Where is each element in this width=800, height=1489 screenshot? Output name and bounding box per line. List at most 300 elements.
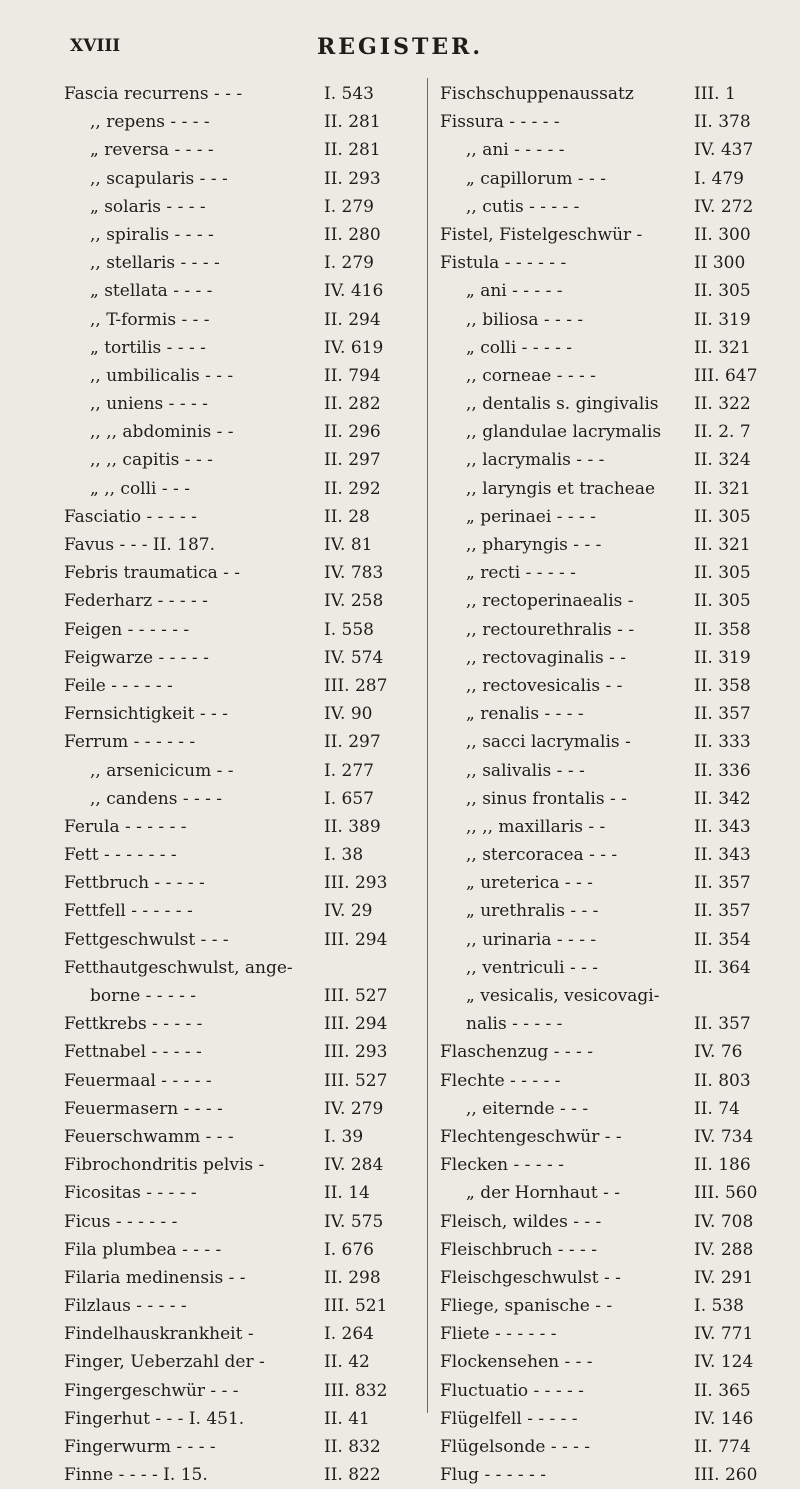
entry-term: ,, rectourethralis - - [466,619,635,640]
index-entry [64,700,412,728]
entry-reference: II. 321 [694,337,751,358]
entry-term: ,, spiralis - - - - [90,224,214,245]
entry-reference: IV. 146 [694,1408,754,1429]
index-entry [64,785,412,813]
index-entry [64,728,412,756]
index-entry [440,1123,788,1151]
entry-term: Fetthautgeschwulst, ange- [64,957,293,978]
entry-reference: II. 803 [694,1070,751,1091]
entry-reference: I. 279 [324,253,374,274]
index-entry [64,277,412,305]
entry-reference: IV. 708 [694,1211,754,1232]
index-entry [64,446,412,474]
entry-reference: IV. 291 [694,1267,754,1288]
entry-reference: II. 28 [324,506,370,527]
entry-term: Fleischbruch - - - - [440,1239,597,1260]
index-entry [440,841,788,869]
index-entry [440,221,788,249]
entry-term: „ der Hornhaut - - [466,1183,620,1204]
entry-term: Fernsichtigkeit - - - [64,704,228,725]
index-entry [440,136,788,164]
entry-reference: II. 365 [694,1380,751,1401]
entry-reference: II. 305 [694,563,751,584]
left-index-column [64,80,412,1489]
column-divider [427,78,428,1413]
entry-reference: II. 305 [694,591,751,612]
index-entry [440,869,788,897]
index-entry [440,954,788,982]
index-entry [64,390,412,418]
index-entry [64,1236,412,1264]
entry-reference: IV. 619 [324,337,384,358]
entry-term: ,, biliosa - - - - [466,309,584,330]
entry-reference: II. 280 [324,224,381,245]
entry-reference: II. 297 [324,732,381,753]
entry-term: Feuermaal - - - - - [64,1070,212,1091]
entry-term: Fliete - - - - - - [440,1324,557,1345]
entry-reference: IV. 279 [324,1098,384,1119]
index-entry [64,165,412,193]
index-entry [440,277,788,305]
entry-term: Fissura - - - - - [440,112,560,133]
entry-reference: II. 357 [694,1014,751,1035]
index-entry [440,728,788,756]
index-entry [64,136,412,164]
index-entry [64,672,412,700]
entry-term: ,, salivalis - - - [466,760,585,781]
entry-reference: I. 264 [324,1324,374,1345]
entry-term: Fleischgeschwulst - - [440,1267,621,1288]
entry-term: ,, cutis - - - - - [466,196,580,217]
entry-term: Fliege, spanische - - [440,1296,613,1317]
index-entry [440,897,788,925]
entry-term: Flecken - - - - - [440,1155,564,1176]
entry-reference: IV. 783 [324,563,384,584]
index-entry [64,1292,412,1320]
entry-term: ,, stellaris - - - - [90,253,220,274]
entry-term: Fettgeschwulst - - - [64,929,229,950]
index-entry [440,531,788,559]
entry-reference: II. 42 [324,1352,370,1373]
index-entry [440,1236,788,1264]
entry-term: Flügelfell - - - - - [440,1408,578,1429]
entry-term: ,, ,, maxillaris - - [466,816,606,837]
entry-term: ,, urinaria - - - - [466,929,597,950]
entry-term: ,, dentalis s. gingivalis [466,394,659,415]
entry-reference: II. 378 [694,112,751,133]
entry-term: ,, eiternde - - - [466,1098,589,1119]
entry-term: ,, corneae - - - - [466,365,596,386]
entry-term: ,, sinus frontalis - - [466,788,627,809]
index-entry [64,644,412,672]
index-entry [64,362,412,390]
entry-reference: III. 527 [324,1070,388,1091]
entry-term: Fascia recurrens - - - [64,84,243,104]
entry-reference: II. 305 [694,281,751,302]
index-entry [64,1151,412,1179]
index-entry [440,306,788,334]
entry-reference: II. 358 [694,619,751,640]
entry-term: Fluctuatio - - - - - [440,1380,584,1401]
index-entry [440,672,788,700]
entry-term: ,, scapularis - - - [90,168,228,189]
entry-term: Ficus - - - - - - [64,1211,178,1232]
index-entry [64,1038,412,1066]
entry-term: „ renalis - - - - [466,704,584,725]
entry-reference: III. 647 [694,365,758,386]
entry-reference: I. 538 [694,1296,744,1317]
entry-reference: III. 560 [694,1183,758,1204]
index-entry [64,306,412,334]
index-entry [64,221,412,249]
entry-term: ,, rectovaginalis - - [466,647,627,668]
entry-reference: II. 281 [324,140,381,161]
entry-reference: II 300 [694,253,746,274]
entry-reference: II. 342 [694,788,751,809]
entry-reference: IV. 284 [324,1155,384,1176]
entry-term: Feigwarze - - - - - [64,647,209,668]
entry-term: ,, repens - - - - [90,112,210,133]
entry-reference: II. 822 [324,1465,381,1486]
entry-term: Fibrochondritis pelvis - [64,1155,265,1176]
index-entry [440,1208,788,1236]
entry-reference: IV. 76 [694,1042,743,1063]
index-entry [440,926,788,954]
index-entry [440,587,788,615]
index-entry [64,841,412,869]
entry-reference: II. 364 [694,957,751,978]
entry-reference: IV. 29 [324,901,373,922]
entry-reference: II. 298 [324,1267,381,1288]
entry-term: „ tortilis - - - - [90,337,206,358]
index-entry [440,559,788,587]
index-entry [64,1067,412,1095]
entry-term: Fistel, Fistelgeschwür - [440,224,643,245]
index-entry [440,1038,788,1066]
entry-term: Fingerwurm - - - - [64,1437,216,1457]
entry-reference: II. 292 [324,478,381,499]
index-entry [440,700,788,728]
index-entry [64,1010,412,1038]
entry-reference: III. 521 [324,1296,388,1317]
entry-reference: II. 281 [324,112,381,133]
entry-reference: III. 293 [324,873,388,894]
entry-term: Flechte - - - - - [440,1070,561,1091]
index-entry [440,616,788,644]
page-title: REGISTER. [316,34,484,60]
index-entry [440,1264,788,1292]
entry-term: Fettnabel - - - - - [64,1042,202,1063]
entry-term: Feigen - - - - - - [64,619,190,640]
index-entry [440,1348,788,1376]
entry-reference: II. 294 [324,309,381,330]
entry-reference: II. 319 [694,309,751,330]
index-entry [64,982,412,1010]
index-entry [64,1348,412,1376]
entry-reference: I. 543 [324,84,374,104]
entry-reference: II. 296 [324,422,381,443]
entry-reference: III. 293 [324,1042,388,1063]
entry-term: Ficositas - - - - - [64,1183,197,1204]
index-entry [440,80,788,108]
entry-term: Febris traumatica - - [64,563,241,584]
entry-reference: III. 260 [694,1465,758,1486]
index-entry [440,334,788,362]
entry-term: Fettfell - - - - - - [64,901,193,922]
index-entry [440,108,788,136]
index-entry [440,785,788,813]
entry-term: „ recti - - - - - [466,563,576,584]
index-entry [64,475,412,503]
entry-reference: II. 774 [694,1437,751,1457]
entry-reference: I. 38 [324,845,364,866]
entry-reference: III. 832 [324,1380,388,1401]
entry-term: ,, ventriculi - - - [466,957,599,978]
index-entry [64,897,412,925]
entry-term: ,, rectovesicalis - - [466,675,623,696]
entry-reference: II. 186 [694,1155,751,1176]
entry-reference: IV. 574 [324,647,384,668]
entry-term: borne - - - - - [90,986,196,1006]
entry-term: Fasciatio - - - - - [64,506,197,527]
index-entry [64,587,412,615]
entry-term: „ perinaei - - - - [466,506,596,527]
entry-reference: II. 2. 7 [694,422,751,443]
index-entry [440,757,788,785]
entry-term: Fettkrebs - - - - - [64,1014,203,1035]
entry-term: Feuerschwamm - - - [64,1126,234,1147]
index-entry [64,503,412,531]
index-entry [440,1405,788,1433]
entry-reference: IV. 416 [324,281,384,302]
index-entry [64,813,412,841]
entry-reference: I. 558 [324,619,374,640]
index-entry [64,531,412,559]
entry-reference: I. 657 [324,788,374,809]
entry-reference: II. 333 [694,732,751,753]
entry-reference: II. 324 [694,450,751,471]
entry-term: ,, rectoperinaealis - [466,591,634,612]
entry-reference: III. 287 [324,675,388,696]
index-entry [440,362,788,390]
index-entry [64,954,412,982]
entry-term: ,, laryngis et tracheae [466,478,656,499]
index-entry [440,446,788,474]
index-entry [440,644,788,672]
index-entry [440,249,788,277]
entry-term: Fistula - - - - - - [440,253,567,274]
index-entry [440,1320,788,1348]
entry-reference: II. 41 [324,1408,370,1429]
index-entry [64,334,412,362]
entry-term: Fett - - - - - - - [64,845,177,866]
index-entry [440,1377,788,1405]
entry-term: „ colli - - - - - [466,337,573,358]
entry-reference: I. 279 [324,196,374,217]
index-entry [440,1151,788,1179]
entry-term: „ urethralis - - - [466,901,599,922]
entry-term: Federharz - - - - - [64,591,208,612]
index-entry [440,1433,788,1461]
entry-reference: IV. 258 [324,591,384,612]
entry-term: Feuermasern - - - - [64,1098,223,1119]
entry-term: Finger, Ueberzahl der - [64,1352,265,1373]
entry-term: nalis - - - - - [466,1014,563,1035]
entry-reference: II. 293 [324,168,381,189]
entry-term: Finne - - - - I. 15. [64,1465,208,1486]
index-entry [64,1405,412,1433]
page-number: XVIII [70,36,121,56]
entry-term: ,, candens - - - - [90,788,223,809]
entry-term: ,, lacrymalis - - - [466,450,605,471]
entry-reference: II. 336 [694,760,751,781]
entry-term: ,, umbilicalis - - - [90,365,234,386]
index-entry [440,475,788,503]
entry-term: „ ,, colli - - - [90,478,190,499]
entry-term: ,, ani - - - - - [466,140,565,161]
entry-term: Filzlaus - - - - - [64,1296,187,1317]
index-entry [64,1179,412,1207]
entry-reference: II. 358 [694,675,751,696]
entry-reference: II. 357 [694,873,751,894]
entry-term: Flaschenzug - - - - [440,1042,593,1063]
index-entry [64,80,412,108]
entry-term: Fleisch, wildes - - - [440,1211,602,1232]
entry-term: ,, T-formis - - - [90,309,210,330]
entry-term: Ferula - - - - - - [64,816,187,837]
index-entry [64,418,412,446]
entry-reference: II. 14 [324,1183,370,1204]
entry-term: „ capillorum - - - [466,168,606,189]
index-entry [64,1264,412,1292]
index-entry [440,1179,788,1207]
entry-reference: IV. 734 [694,1126,754,1147]
index-entry [440,1461,788,1489]
entry-term: Fettbruch - - - - - [64,873,205,894]
entry-reference: III. 527 [324,986,388,1006]
entry-term: „ reversa - - - - [90,140,214,161]
index-entry [64,616,412,644]
entry-term: Fila plumbea - - - - [64,1239,222,1260]
index-entry [440,165,788,193]
index-entry [440,1095,788,1123]
entry-term: Flockensehen - - - [440,1352,593,1373]
index-entry [440,1292,788,1320]
entry-term: „ stellata - - - - [90,281,213,302]
entry-reference: III. 294 [324,1014,388,1035]
entry-reference: II. 319 [694,647,751,668]
entry-reference: I. 676 [324,1239,374,1260]
entry-term: Fingergeschwür - - - [64,1380,239,1401]
entry-reference: I. 39 [324,1126,364,1147]
entry-reference: IV. 437 [694,140,754,161]
index-entry [64,193,412,221]
entry-reference: IV. 90 [324,704,373,725]
entry-term: Flug - - - - - - [440,1465,546,1486]
index-entry [440,193,788,221]
entry-reference: IV. 124 [694,1352,754,1373]
entry-term: Fischschuppenaussatz [440,84,634,104]
entry-term: „ ureterica - - - [466,873,593,894]
index-entry [64,869,412,897]
entry-reference: III. 1 [694,84,736,104]
entry-reference: II. 297 [324,450,381,471]
entry-reference: II. 321 [694,478,751,499]
entry-term: „ ani - - - - - [466,281,563,302]
index-entry [440,982,788,1010]
index-entry [440,813,788,841]
entry-term: Feile - - - - - - [64,675,173,696]
entry-reference: II. 794 [324,365,381,386]
entry-term: Ferrum - - - - - - [64,732,196,753]
entry-reference: II. 343 [694,816,751,837]
index-entry [64,1123,412,1151]
entry-reference: II. 354 [694,929,751,950]
entry-term: Filaria medinensis - - [64,1267,246,1288]
entry-reference: II. 357 [694,901,751,922]
entry-reference: II. 321 [694,535,751,555]
entry-reference: IV. 288 [694,1239,754,1260]
entry-reference: II. 343 [694,845,751,866]
index-entry [64,926,412,954]
entry-term: „ solaris - - - - [90,196,206,217]
entry-reference: I. 277 [324,760,374,781]
entry-reference: II. 357 [694,704,751,725]
index-entry [64,757,412,785]
entry-reference: II. 389 [324,816,381,837]
entry-reference: II. 74 [694,1098,740,1119]
entry-term: „ vesicalis, vesicovagi- [466,986,660,1006]
entry-reference: IV. 771 [694,1324,754,1345]
entry-reference: I. 479 [694,168,744,189]
entry-term: Flügelsonde - - - - [440,1437,591,1457]
entry-term: ,, ,, abdominis - - [90,422,234,443]
index-entry [64,1095,412,1123]
entry-term: ,, stercoracea - - - [466,845,618,866]
index-entry [440,1067,788,1095]
index-entry [64,108,412,136]
index-entry [64,1320,412,1348]
entry-reference: IV. 272 [694,196,754,217]
entry-term: Findelhauskrankheit - [64,1324,254,1345]
entry-term: ,, sacci lacrymalis - [466,732,631,753]
entry-term: Fingerhut - - - I. 451. [64,1408,245,1429]
entry-term: ,, glandulae lacrymalis [466,422,662,443]
index-entry [64,1461,412,1489]
entry-reference: IV. 81 [324,535,373,555]
index-entry [64,1433,412,1461]
entry-term: ,, arsenicicum - - [90,760,234,781]
index-entry [64,559,412,587]
entry-reference: II. 300 [694,224,751,245]
entry-term: Favus - - - II. 187. [64,535,215,555]
index-entry [440,390,788,418]
entry-term: Flechtengeschwür - - [440,1126,622,1147]
entry-reference: III. 294 [324,929,388,950]
entry-reference: IV. 575 [324,1211,384,1232]
entry-reference: II. 832 [324,1437,381,1457]
entry-term: ,, uniens - - - - [90,394,208,415]
index-entry [440,503,788,531]
right-index-column [440,80,788,1489]
index-entry [64,1377,412,1405]
entry-reference: II. 282 [324,394,381,415]
index-entry [440,1010,788,1038]
index-entry [64,1208,412,1236]
entry-reference: II. 305 [694,506,751,527]
index-entry [64,249,412,277]
index-entry [440,418,788,446]
